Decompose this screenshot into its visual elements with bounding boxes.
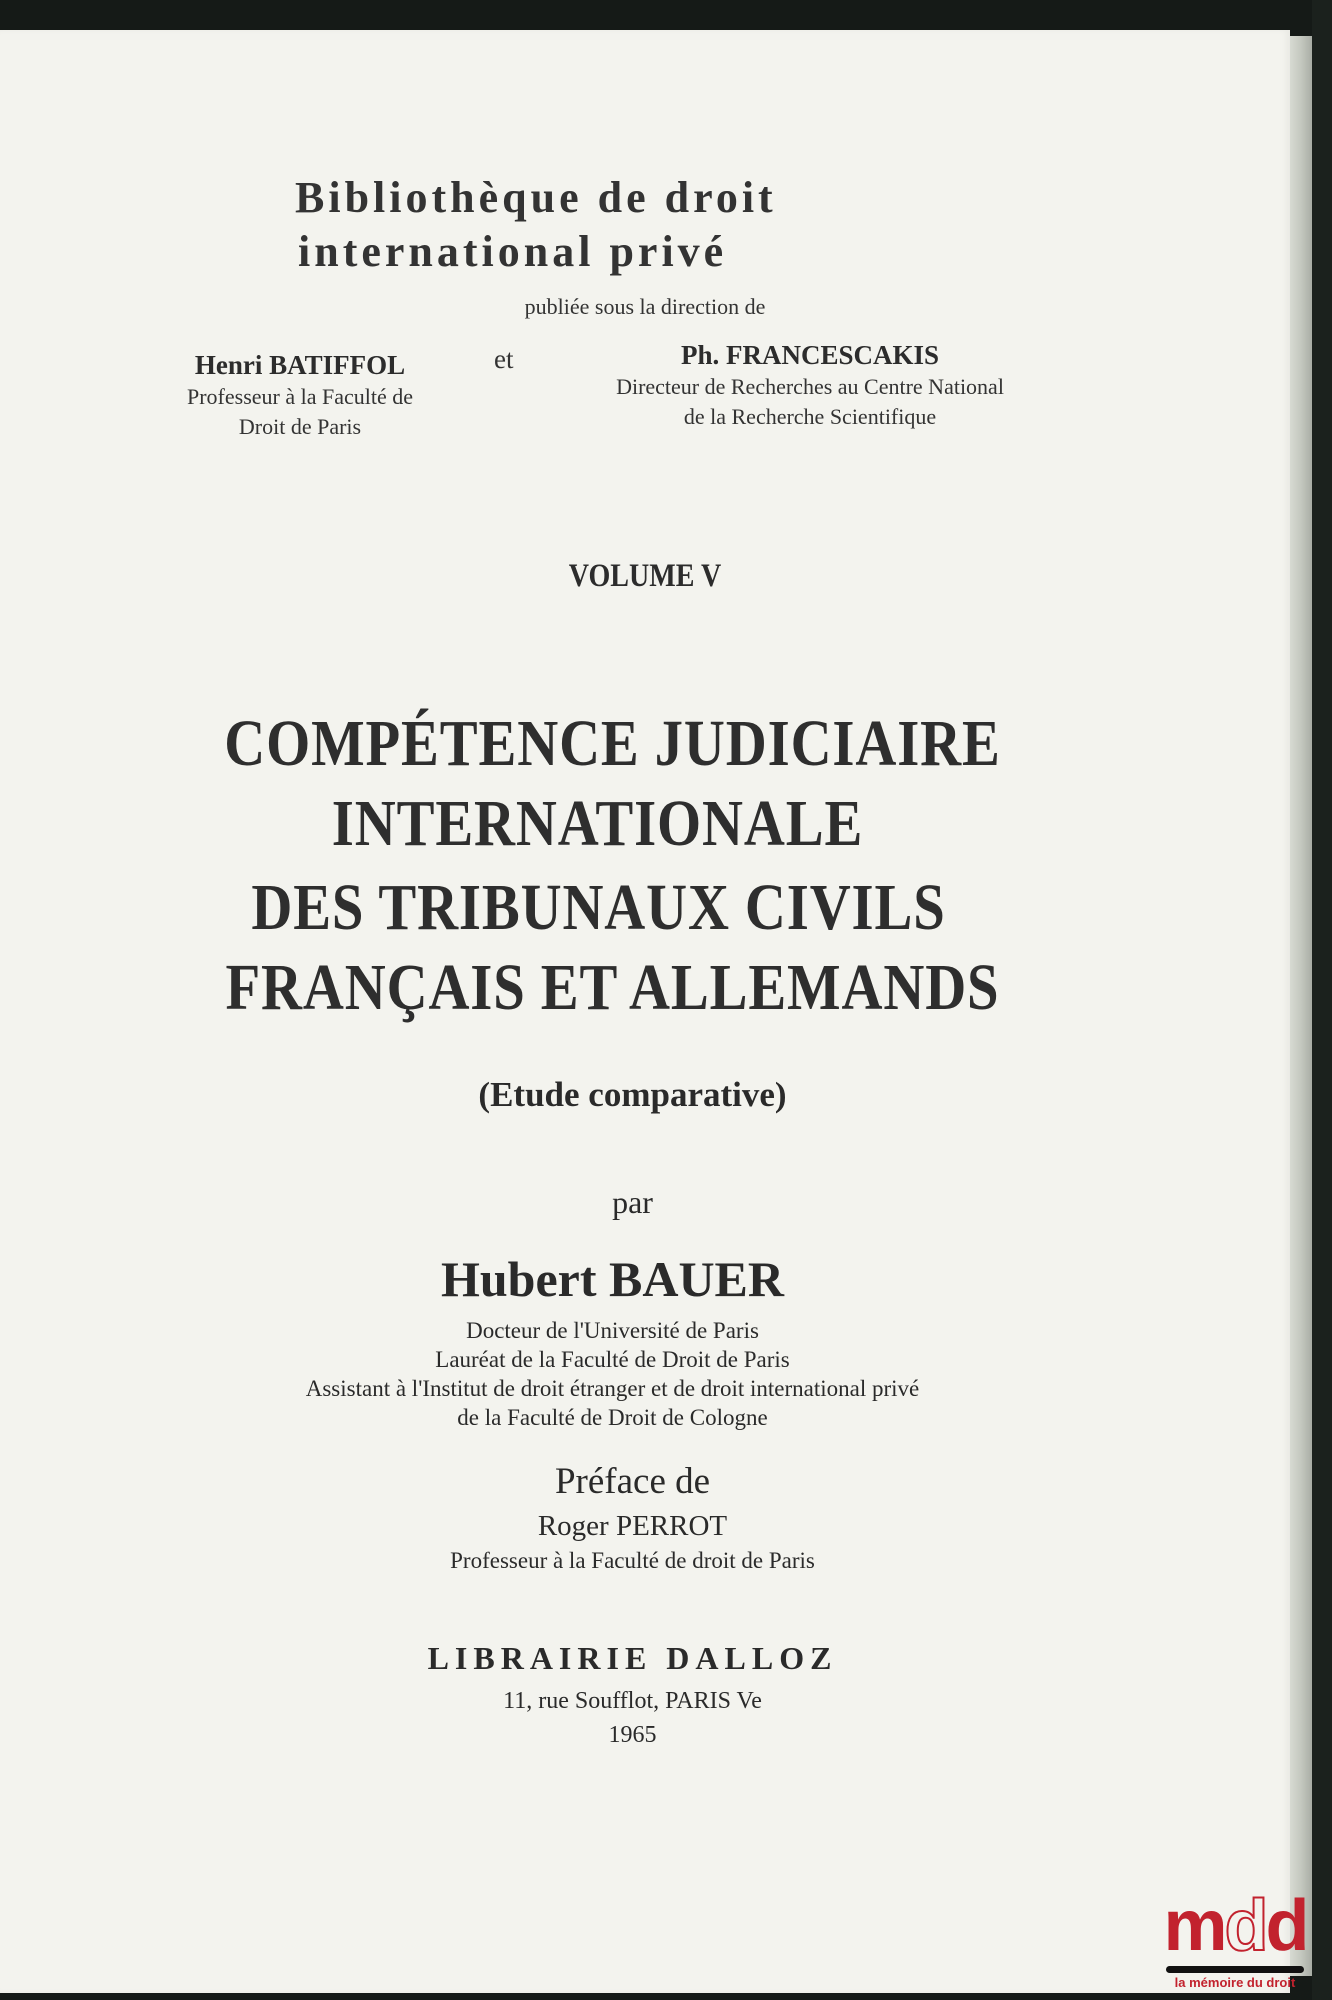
book-cover-shadow <box>1312 0 1332 2000</box>
logo-divider <box>1166 1966 1304 1973</box>
author-credential-1: Docteur de l'Université de Paris <box>466 1318 759 1343</box>
series-title-line1: Bibliothèque de droit <box>295 173 777 222</box>
book-title-line3: DES TRIBUNAUX CIVILS <box>251 871 946 944</box>
book-title-line1: COMPÉTENCE JUDICIAIRE <box>224 707 1001 780</box>
director-role-francescakis-2: de la Recherche Scientifique <box>683 404 937 429</box>
preface-author-role: Professeur à la Faculté de droit de Paris <box>450 1548 815 1573</box>
mdd-logo-mark: mdd <box>1163 1886 1307 1966</box>
series-title-line2: international privé <box>298 227 728 276</box>
published-under-label: publiée sous la direction de <box>524 294 766 319</box>
author-credential-2: Lauréat de la Faculté de Droit de Paris <box>435 1347 790 1372</box>
book-title-line2: INTERNATIONALE <box>331 787 864 860</box>
page-stack-edge <box>1290 36 1312 1976</box>
book-title-line4: FRANÇAIS ET ALLEMANDS <box>225 951 1000 1024</box>
logo-tagline: la mémoire du droit <box>1174 1975 1296 1990</box>
preface-author-name: Roger PERROT <box>537 1510 728 1542</box>
mdd-logo <box>1160 1886 1310 1990</box>
director-role-batiffol-1: Professeur à la Faculté de <box>186 384 414 409</box>
publication-year: 1965 <box>608 1722 657 1748</box>
director-name-francescakis: Ph. FRANCESCAKIS <box>680 340 940 370</box>
by-label: par <box>612 1184 653 1220</box>
author-credential-3: Assistant à l'Institut de droit étranger et de droit international privé <box>305 1376 920 1401</box>
publisher-name: LIBRAIRIE DALLOZ <box>427 1640 838 1676</box>
preface-label: Préface de <box>554 1461 711 1502</box>
publisher-address: 11, rue Soufflot, PARIS Ve <box>503 1688 762 1714</box>
director-role-francescakis-1: Directeur de Recherches au Centre National <box>616 374 1004 399</box>
author-name: Hubert BAUER <box>440 1251 785 1307</box>
volume-number: VOLUME V <box>568 558 722 594</box>
author-credential-4: de la Faculté de Droit de Cologne <box>457 1405 768 1430</box>
conjunction-et: et <box>494 344 514 374</box>
book-subtitle: (Etude comparative) <box>478 1075 787 1114</box>
director-name-batiffol: Henri BATIFFOL <box>194 350 406 380</box>
director-role-batiffol-2: Droit de Paris <box>238 414 362 439</box>
